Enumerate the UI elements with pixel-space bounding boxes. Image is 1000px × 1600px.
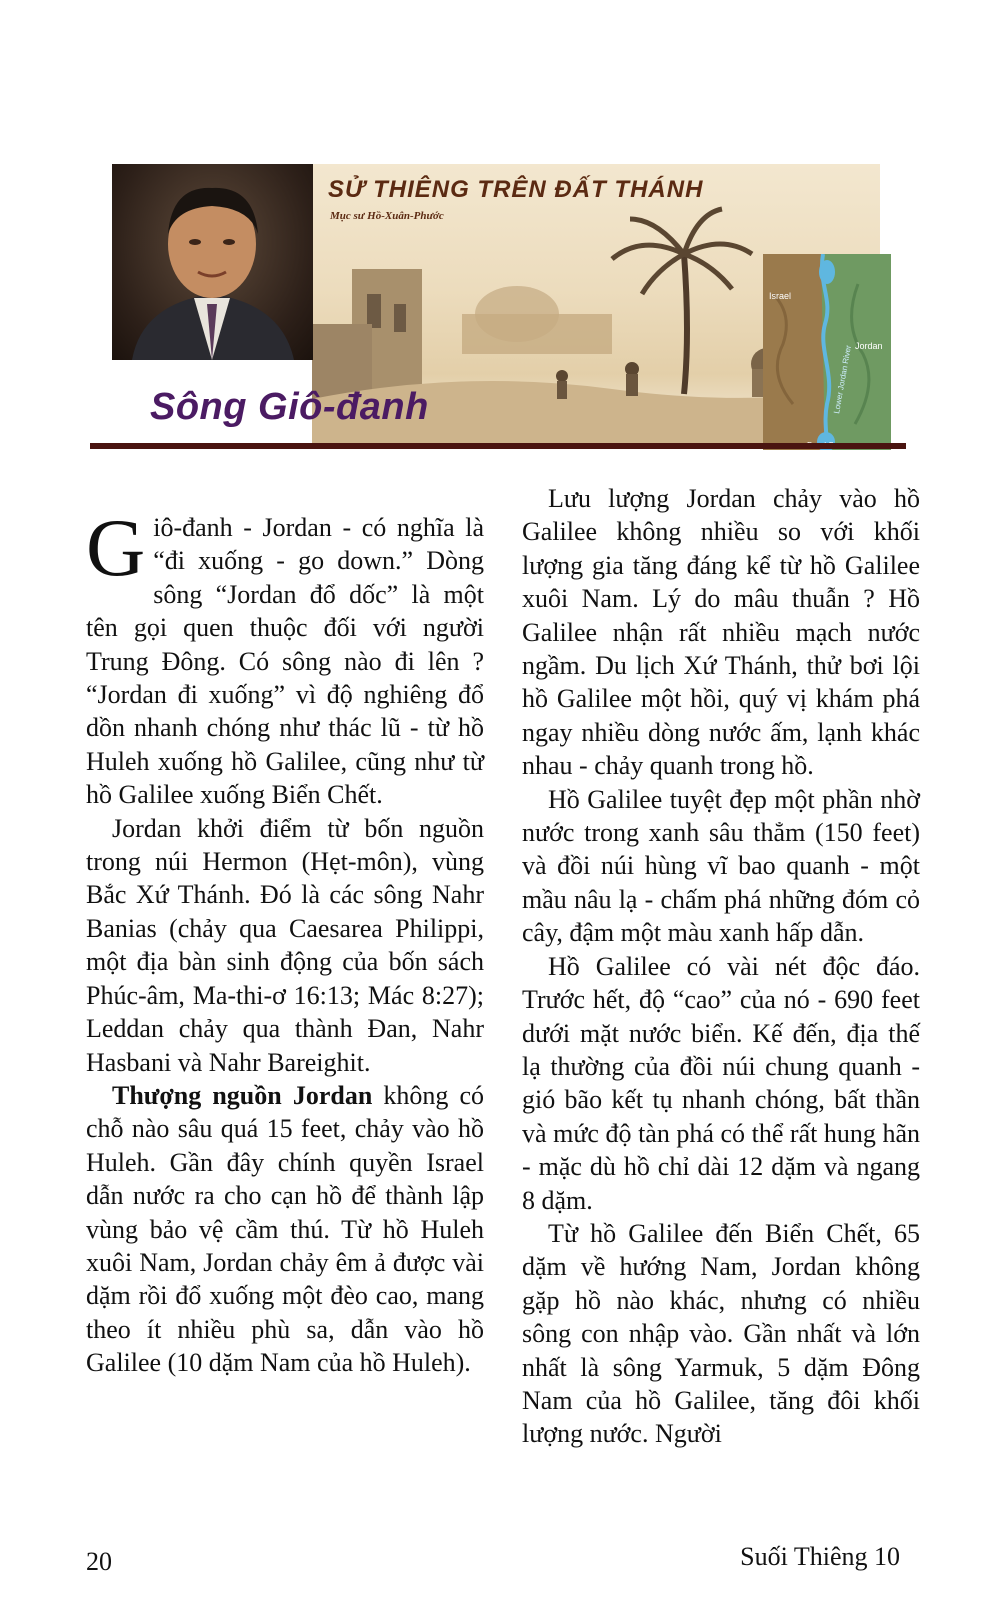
map-label-east: Jordan bbox=[855, 341, 883, 351]
author-portrait bbox=[112, 164, 313, 360]
publication-name: Suối Thiêng 10 bbox=[740, 1542, 900, 1571]
right-column bbox=[522, 482, 920, 1451]
paragraph: Từ hồ Galilee đến Biển Chết, 65 dặm về hướng Nam, Jordan không gặp hồ nào khác, nhưng có nhiều sông con nhập vào. Gần nhất và lớn nhất là sông Yarmuk, 5 dặm Đông Nam của hồ Galilee, tăng đôi khối lượng nước. Người bbox=[522, 1218, 920, 1449]
paragraph bbox=[86, 1079, 484, 1380]
title-divider bbox=[90, 443, 906, 449]
article-banner bbox=[112, 164, 902, 454]
bold-lead-in: Thượng nguồn Jordan bbox=[112, 1080, 373, 1110]
author-byline: Mục sư Hồ-Xuân-Phước bbox=[330, 210, 444, 222]
map-label-river: Lower Jordan River bbox=[832, 344, 854, 415]
article-title: Sông Giô-đanh bbox=[150, 386, 429, 428]
page-number: 20 bbox=[86, 1547, 112, 1576]
paragraph: Jordan khởi điểm từ bốn nguồn trong núi Hermon (Hẹt-môn), vùng Bắc Xứ Thánh. Đó là các sông Nahr Banias (chảy qua Caesarea Philippi, một địa bàn sinh động của bốn sách Phúc-âm, Ma-thi-ơ 16:13; Mác 8:27); Leddan chảy qua thành Đan, Nahr Hasbani và Nahr Bareighit. bbox=[86, 813, 484, 1077]
map-label-west: Israel bbox=[769, 291, 792, 301]
paragraph bbox=[86, 502, 484, 812]
paragraph-text: iô-đanh - Jordan - có nghĩa là “đi xuống - go down.” Dòng sông “Jordan đổ dốc” là một tên gọi quen thuộc đối với người Trung Đông. Có sông nào đi lên ? “Jordan đi xuống” vì độ nghiêng đổ dồn nhanh chóng như thác lũ - từ hồ Huleh xuống hồ Galilee, cũng như từ hồ Galilee xuống Biển Chết. bbox=[86, 513, 484, 810]
left-column bbox=[86, 502, 484, 1380]
section-title: SỬ THIÊNG TRÊN ĐẤT THÁNH bbox=[328, 176, 704, 203]
paragraph: Lưu lượng Jordan chảy vào hồ Galilee không nhiều so với khối lượng gia tăng đáng kể từ hồ Galilee xuôi Nam. Lý do mâu thuẫn ? Hồ Galilee nhận rất nhiều mạch nước ngầm. Du lịch Xứ Thánh, thử bơi lội hồ Galilee một hồi, quý vị khám phá ngay nhiều dòng nước ấm, lạnh khác nhau - chảy quanh trong hồ. bbox=[522, 484, 920, 781]
drop-cap: G bbox=[86, 502, 146, 593]
jordan-river-map bbox=[763, 254, 891, 450]
paragraph: Hồ Galilee có vài nét độc đáo. Trước hết, độ “cao” của nó - 690 feet dưới mặt nước biển. Kế đến, địa thế lạ thường của đồi núi chung quanh - gió bão kết tụ nhanh chóng, bất thần và mức độ tàn phá có thể rất hung hãn - mặc dù hồ chỉ dài 12 dặm và ngang 8 dặm. bbox=[522, 951, 920, 1215]
paragraph: Hồ Galilee tuyệt đẹp một phần nhờ nước trong xanh sâu thẳm (150 feet) và đồi núi hùng vĩ bao quanh - một mầu nâu lạ - chấm phá những đóm cỏ cây, đậm một màu xanh hấp dẫn. bbox=[522, 784, 920, 948]
paragraph-text: không có chỗ nào sâu quá 15 feet, chảy vào hồ Huleh. Gần đây chính quyền Israel dẫn nước ra cho cạn hồ để thành lập vùng bảo vệ cầm thú. Từ hồ Huleh xuôi Nam, Jordan chảy êm ả được vài dặm rồi đổ xuống một đèo cao, mang theo ít nhiều phù sa, dẫn vào hồ Galilee (10 dặm Nam của hồ Huleh). bbox=[86, 1080, 484, 1378]
